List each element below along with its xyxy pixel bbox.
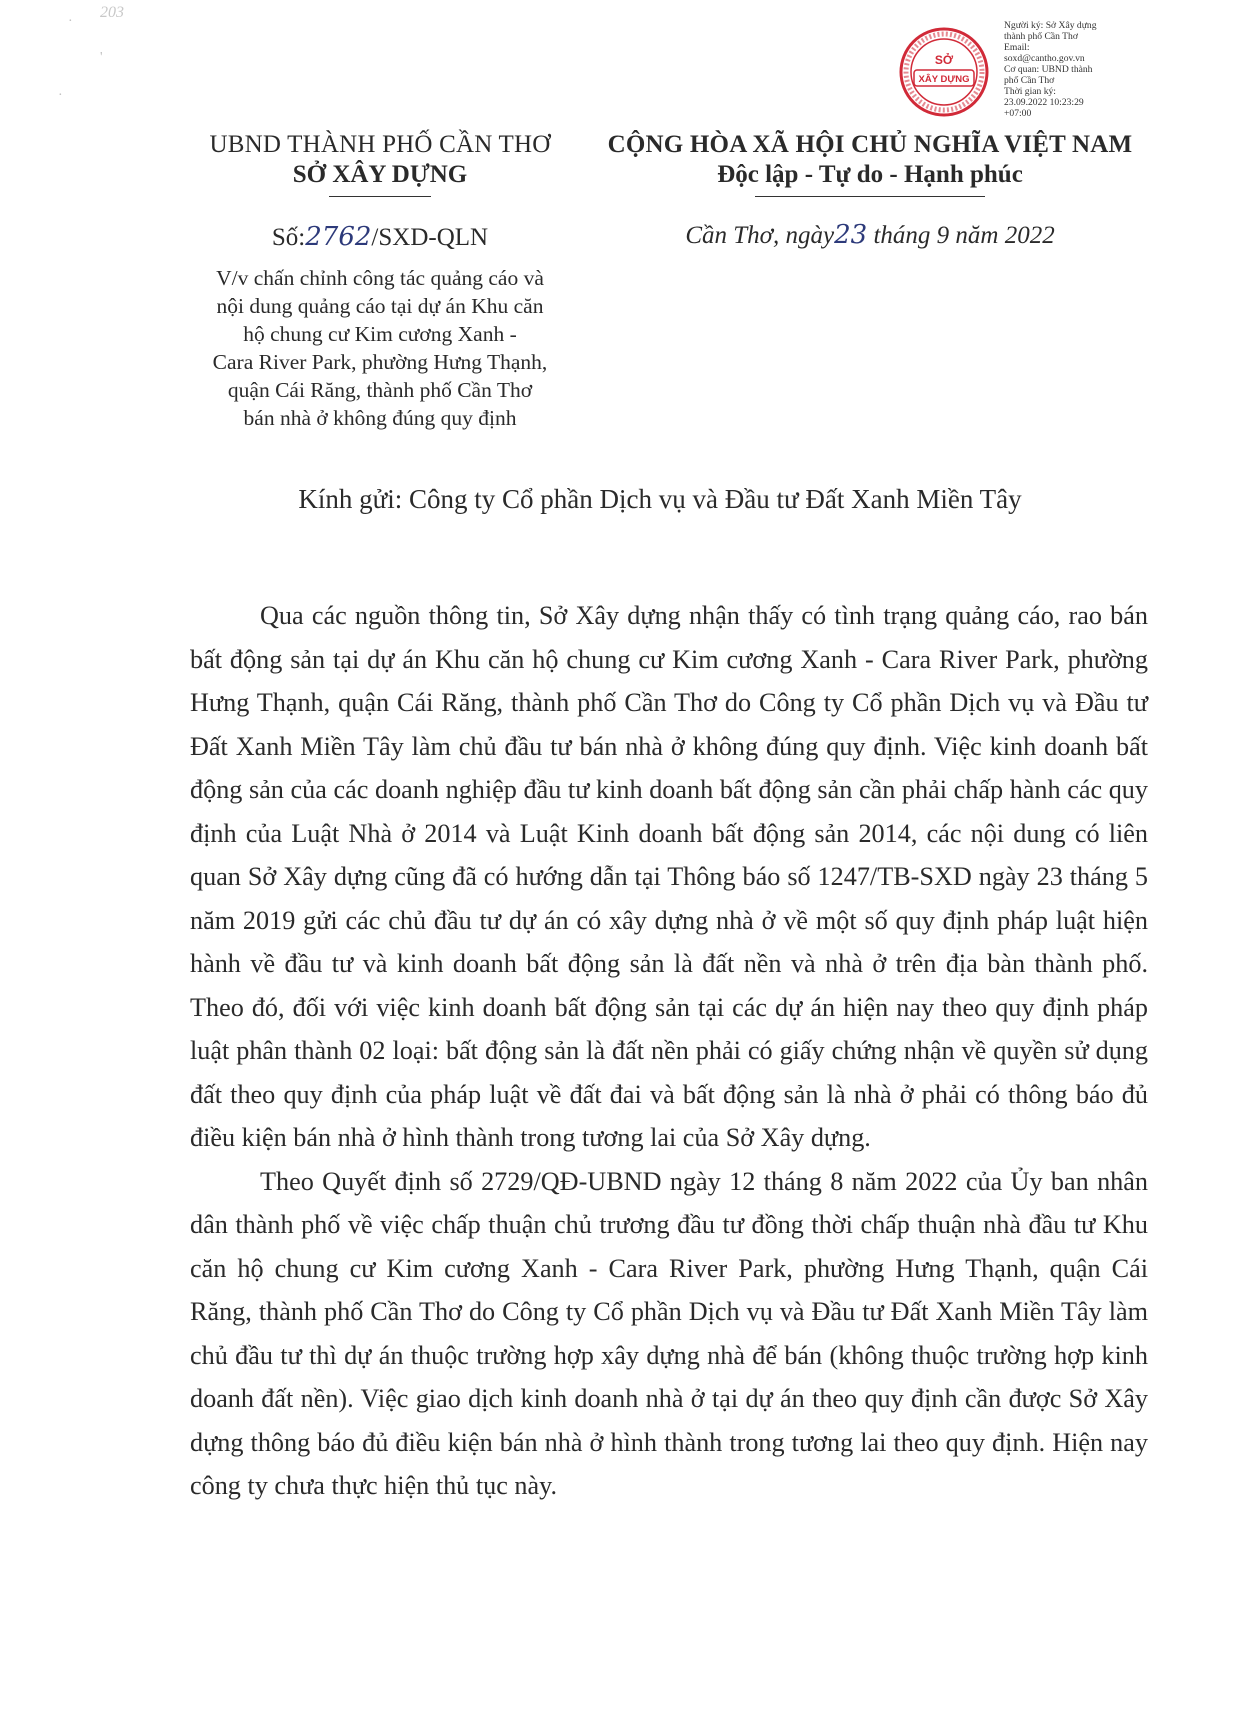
motto-underline [755, 196, 985, 197]
signature-line: 23.09.2022 10:23:29 [1004, 97, 1084, 108]
digital-signature-block [1004, 20, 1154, 119]
place-and-date [600, 220, 1140, 251]
subject-line: V/v chấn chỉnh công tác quảng cáo và [216, 266, 544, 290]
scan-speck: · [58, 88, 63, 103]
department-name: SỞ XÂY DỰNG [292, 161, 468, 188]
place-date-suffix: tháng 9 năm 2022 [867, 222, 1055, 249]
signature-line: Người ký: Sở Xây dựng [1004, 20, 1097, 31]
document-subject [180, 264, 580, 432]
national-header [600, 130, 1140, 197]
subject-line: quận Cái Răng, thành phố Cần Thơ [227, 378, 533, 402]
scan-speck: ' [100, 50, 103, 65]
doc-number-suffix: /SXD-QLN [371, 224, 489, 251]
subject-line: bán nhà ở không đúng quy định [243, 406, 517, 430]
agency-name: UBND THÀNH PHỐ CẦN THƠ [209, 131, 551, 158]
signature-line: phố Cần Thơ [1004, 75, 1055, 86]
subject-line: nội dung quảng cáo tại dự án Khu căn [216, 294, 544, 318]
recipient-line: Kính gửi: Công ty Cổ phần Dịch vụ và Đầu tư Đất Xanh Miền Tây [298, 484, 1022, 514]
department-underline [329, 196, 431, 197]
body-paragraph: Qua các nguồn thông tin, Sở Xây dựng nhận thấy có tình trạng quảng cáo, rao bán bất động sản tại dự án Khu căn hộ chung cư Kim cương Xanh - Cara River Park, phường Hưng Thạnh, quận Cái Răng, thành phố Cần Thơ do Công ty Cổ phần Dịch vụ và Đầu tư Đất Xanh Miền Tây làm chủ đầu tư bán nhà ở không đúng quy định. Việc kinh doanh bất động sản của các doanh nghiệp đầu tư kinh doanh bất động sản cần phải chấp hành các quy định của Luật Nhà ở 2014 và Luật Kinh doanh bất động sản 2014, các nội dung có liên quan Sở Xây dựng cũng đã có hướng dẫn tại Thông báo số 1247/TB-SXD ngày 23 tháng 5 năm 2019 gửi các chủ đầu tư dự án có xây dựng nhà ở về một số quy định pháp luật hiện hành về đầu tư và kinh doanh bất động sản là đất nền và nhà ở trên địa bàn thành phố. Theo đó, đối với việc kinh doanh bất động sản tại các dự án hiện nay theo quy định pháp luật phân thành 02 loại: bất động sản là đất nền phải có giấy chứng nhận về quyền sử dụng đất theo quy định của pháp luật về đất đai và bất động sản là nhà ở phải có thông báo đủ điều kiện bán nhà ở hình thành trong tương lai của Sở Xây dựng. [190, 601, 1148, 1152]
signature-line: Email: [1004, 42, 1030, 53]
signature-line: Thời gian ký: [1004, 86, 1056, 97]
signature-line: Cơ quan: UBND thành [1004, 64, 1093, 75]
signature-line: soxd@cantho.gov.vn [1004, 53, 1085, 64]
letter-body [190, 594, 1148, 1508]
scan-speck: · [68, 14, 73, 29]
signature-line: thành phố Cần Thơ [1004, 31, 1078, 42]
scan-mark: 203 [100, 4, 124, 21]
issuing-agency-header [180, 130, 580, 197]
body-paragraph: Theo Quyết định số 2729/QĐ-UBND ngày 12 tháng 8 năm 2022 của Ủy ban nhân dân thành phố về việc chấp thuận chủ trương đầu tư đồng thời chấp thuận nhà đầu tư Khu căn hộ chung cư Kim cương Xanh - Cara River Park, phường Hưng Thạnh, quận Cái Răng, thành phố Cần Thơ do Công ty Cổ phần Dịch vụ và Đầu tư Đất Xanh Miền Tây làm chủ đầu tư thì dự án thuộc trường hợp xây dựng nhà để bán (không thuộc trường hợp kinh doanh đất nền). Việc giao dịch kinh doanh nhà ở tại dự án theo quy định cần được Sở Xây dựng thông báo đủ điều kiện bán nhà ở hình thành trong tương lai theo quy định. Hiện nay công ty chưa thực hiện thủ tục này. [190, 1166, 1148, 1500]
seal-text-top: SỞ [934, 53, 954, 67]
republic-title: CỘNG HÒA XÃ HỘI CHỦ NGHĨA VIỆT NAM [607, 131, 1133, 158]
signature-line: +07:00 [1004, 108, 1032, 119]
subject-line: hộ chung cư Kim cương Xanh - [243, 322, 517, 346]
seal-text-bottom: XÂY DỰNG [918, 74, 970, 85]
date-day-handwritten: 23 [834, 220, 868, 250]
document-number [180, 222, 580, 253]
doc-number-prefix: Số: [271, 224, 306, 251]
official-seal-icon [898, 26, 990, 118]
national-motto: Độc lập - Tự do - Hạnh phúc [717, 161, 1023, 188]
subject-line: Cara River Park, phường Hưng Thạnh, [212, 350, 548, 374]
doc-number-handwritten: 2762 [305, 222, 372, 252]
place-date-prefix: Cần Thơ, ngày [685, 222, 835, 249]
